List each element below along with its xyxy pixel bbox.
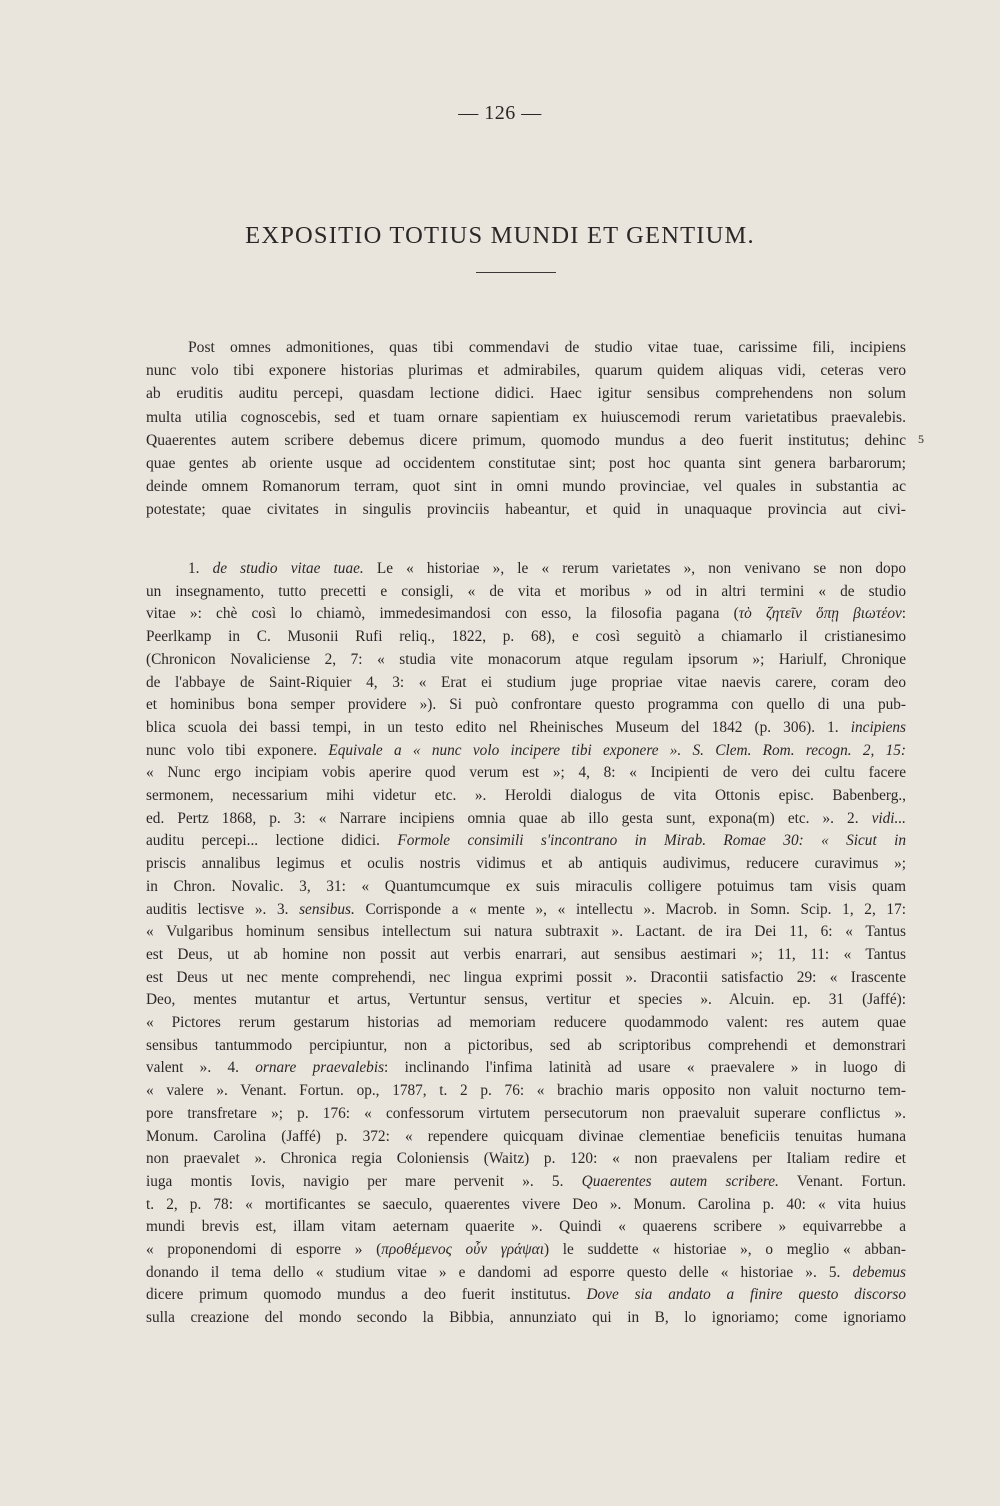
note-lemma: Dove sia andato a finire questo discorso bbox=[570, 1286, 906, 1303]
note-line bbox=[146, 969, 906, 993]
note-line bbox=[146, 719, 906, 743]
note-line bbox=[146, 583, 906, 607]
note-text: pore transfretare »; p. 176: « confessorum virtutem persecutorum non praevaluit superare conflictus ». bbox=[146, 1105, 906, 1122]
note-lemma: vidi... bbox=[871, 810, 906, 827]
note-line bbox=[146, 1286, 906, 1310]
note-line bbox=[146, 1059, 906, 1083]
note-line bbox=[188, 560, 906, 584]
note-text: Le « historiae », le « rerum varietates », non venivano se non dopo bbox=[363, 560, 907, 577]
note-line bbox=[146, 1150, 906, 1174]
note-text: auditis lectisve ». 3. bbox=[146, 901, 300, 918]
note-line bbox=[146, 991, 906, 1015]
note-line bbox=[146, 742, 906, 766]
note-lemma: sensibus. bbox=[299, 901, 355, 918]
note-text: « Pictores rerum gestarum historias ad memoriam reducere quodammodo valent: res autem quae bbox=[146, 1014, 906, 1031]
note-text: donando il tema dello « studium vitae » e dandomi ad esporre questo delle « historiae ». 5. bbox=[146, 1264, 853, 1281]
note-text: sulla creazione del mondo secondo la Bibbia, annunziato qui in B, lo ignoriamo; come ignoriamo bbox=[146, 1309, 906, 1326]
note-text: « Nunc ergo incipiam vobis aperire quod verum est »; 4, 8: « Incipienti de vero dei cultu facere bbox=[146, 764, 906, 781]
note-text: est Deus, ut ab homine non possit aut verbis enarrari, aut sensibus aestimari »; 11, 11: « Tantus bbox=[146, 946, 906, 963]
note-text: sensibus tantummodo percipiuntur, non a pictoribus, sed ab scriptoribus comprehendi et demonstrari bbox=[146, 1037, 906, 1054]
note-lemma: ornare praevalebis bbox=[255, 1059, 385, 1076]
note-text: iuga montis Iovis, navigio per mare pervenit ». 5. bbox=[146, 1173, 582, 1190]
main-text-line: multa utilia cognoscebis, sed et tuam ornare sapientiam ex huiuscemodi rerum varietatibus praevalebis. bbox=[146, 409, 906, 426]
note-line bbox=[146, 878, 906, 902]
note-line bbox=[146, 1037, 906, 1061]
note-line bbox=[146, 674, 906, 698]
note-text: ) le suddette « historiae », o meglio « abban- bbox=[543, 1241, 906, 1258]
title-divider bbox=[476, 272, 556, 273]
note-text: nunc volo tibi exponere. bbox=[146, 742, 318, 759]
page-title: EXPOSITIO TOTIUS MUNDI ET GENTIUM. bbox=[245, 222, 755, 249]
note-text: ed. Pertz 1868, p. 3: « Narrare incipiens omnia quae ab illo gesta sunt, expona(m) etc. ». 2. bbox=[146, 810, 872, 827]
note-text: : inclinando l'infima latinità ad usare « praevalere » in luogo di bbox=[384, 1059, 907, 1076]
main-text-line: Quaerentes autem scribere debemus dicere primum, quomodo mundus a deo fuerit institutus; dehinc bbox=[146, 432, 906, 449]
note-line bbox=[146, 787, 906, 811]
note-line bbox=[146, 628, 906, 652]
note-line bbox=[146, 1082, 906, 1106]
note-line bbox=[146, 923, 906, 947]
note-text: « Vulgaribus hominum sensibus intellectum sui natura subtraxit ». Lactant. de ira Dei 11, 6: « Tantus bbox=[146, 923, 906, 940]
note-text: 1. bbox=[188, 560, 213, 577]
note-text: Venant. Fortun. bbox=[778, 1173, 906, 1190]
main-text-line: quae gentes ab oriente usque ad occidentem constitutae sint; post hoc quanta sint genera barbarorum; bbox=[146, 455, 906, 472]
note-text: Peerlkamp in C. Musonii Rufi reliq., 1822, p. 68), e così seguitò a chiamarlo il cristianesimo bbox=[146, 628, 906, 645]
note-line bbox=[146, 605, 906, 629]
note-lemma: Formole consimili s'incontrano in Mirab. Romae 30: « Sicut in bbox=[379, 832, 907, 849]
note-text: auditu percepi... lectione didici. bbox=[146, 832, 380, 849]
note-lemma: Quaerentes autem scribere. bbox=[581, 1173, 779, 1190]
note-text: est Deus ut nec mente comprehendi, nec lingua exprimi possit ». Dracontii satisfactio 29: « Irascente bbox=[146, 969, 906, 986]
note-text: (Chronicon Novaliciense 2, 7: « studia vite monacorum atque regulam ipsorum »; Hariulf, Chronique bbox=[146, 651, 906, 668]
note-line bbox=[146, 1014, 906, 1038]
note-lemma: προθέμενος οὖν γράψαι bbox=[381, 1241, 544, 1258]
note-line bbox=[146, 651, 906, 675]
note-lemma: de studio vitae tuae. bbox=[212, 560, 364, 577]
note-text: de l'abbaye de Saint-Riquier 4, 3: « Erat ei studium juge propriae vitae naevis carere, coram deo bbox=[146, 674, 906, 691]
note-lemma: debemus bbox=[852, 1264, 906, 1281]
note-line bbox=[146, 832, 906, 856]
note-line bbox=[146, 1264, 906, 1288]
note-line bbox=[146, 1309, 906, 1333]
note-text: Deo, mentes mutantur et artus, Vertuntur sensus, vertitur et species ». Alcuin. ep. 31 (Jaffé): bbox=[146, 991, 906, 1008]
line-number-marker: 5 bbox=[918, 432, 924, 446]
note-line bbox=[146, 696, 906, 720]
main-text-line: nunc volo tibi exponere historias plurimas et admirabiles, quarum quidem aliquas vidi, ceteras vero bbox=[146, 362, 906, 379]
note-lemma: incipiens bbox=[850, 719, 906, 736]
note-line bbox=[146, 1105, 906, 1129]
page-number: — 126 — bbox=[458, 102, 542, 124]
main-text-line: deinde omnem Romanorum terram, quot sint in omni mundo provinciae, vel quales in substantia ac bbox=[146, 478, 906, 495]
note-line bbox=[146, 946, 906, 970]
note-text: « proponendomi di esporre » ( bbox=[146, 1241, 382, 1258]
note-text: un insegnamento, tutto precetti e consigli, « de vita et moribus » od in altri termini « de studio bbox=[146, 583, 906, 600]
note-text: « valere ». Venant. Fortun. op., 1787, t. 2 p. 76: « brachio maris opposito non valuit nocturno tem- bbox=[146, 1082, 906, 1099]
note-text: Corrisponde a « mente », « intellectu ». Macrob. in Somn. Scip. 1, 2, 17: bbox=[354, 901, 906, 918]
note-text: sermonem, necessarium mihi videtur etc. ». Heroldi dialogus de vita Ottonis episc. Babenberg., bbox=[146, 787, 906, 804]
note-text: priscis annalibus legimus et oculis nostris vidimus et ab antiquis audivimus, reducere curavimus »; bbox=[146, 855, 906, 872]
note-line bbox=[146, 1241, 906, 1265]
note-text: dicere primum quomodo mundus a deo fuerit institutus. bbox=[146, 1286, 571, 1303]
note-lemma: Equivale a « nunc volo incipere tibi exponere ». S. Clem. Rom. recogn. 2, 15: bbox=[317, 742, 906, 759]
note-line bbox=[146, 901, 906, 925]
note-line bbox=[146, 1196, 906, 1220]
note-text: valent ». 4. bbox=[146, 1059, 256, 1076]
note-text: : bbox=[901, 605, 907, 622]
note-line bbox=[146, 764, 906, 788]
main-text-line: Post omnes admonitiones, quas tibi commendavi de studio vitae tuae, carissime fili, incipiens bbox=[188, 339, 906, 356]
note-text: blica scuola dei bassi tempi, in un testo edito nel Rheinisches Museum del 1842 (p. 306). 1. bbox=[146, 719, 851, 736]
note-line bbox=[146, 855, 906, 879]
note-text: in Chron. Novalic. 3, 31: « Quantumcumque ex suis miraculis colligere potuimus tam visis quam bbox=[146, 878, 906, 895]
note-text: non praevalet ». Chronica regia Coloniensis (Waitz) p. 120: « non praevalens per Italiam redire et bbox=[146, 1150, 906, 1167]
note-text: mundi brevis est, illam vitam aeternam quaerite ». Quindi « quaerens scribere » equivarrebbe a bbox=[146, 1218, 906, 1235]
note-lemma: τὸ ζητεῖν ὅπῃ βιωτέον bbox=[738, 605, 902, 622]
main-text-line: potestate; quae civitates in singulis provinciis habeantur, et quid in unaquaque provincia aut civi- bbox=[146, 501, 906, 518]
note-text: et hominibus bona semper providere »). Si può confrontare questo programma con quello di una pub- bbox=[146, 696, 906, 713]
note-text: Monum. Carolina (Jaffé) p. 372: « rependere quicquam divinae clementiae beneficiis tenuitas humana bbox=[146, 1128, 906, 1145]
note-line bbox=[146, 810, 906, 834]
note-text: t. 2, p. 78: « mortificantes se saeculo, quaerentes vivere Deo ». Monum. Carolina p. 40: « vita huius bbox=[146, 1196, 906, 1213]
main-text-line: ab eruditis auditu percepi, quasdam lectione didici. Haec igitur sensibus comprehendens non solum bbox=[146, 385, 906, 402]
note-line bbox=[146, 1218, 906, 1242]
note-line bbox=[146, 1173, 906, 1197]
note-line bbox=[146, 1128, 906, 1152]
note-text: vitae »: chè così lo chiamò, immedesimandosi con esso, la filosofia pagana ( bbox=[146, 605, 739, 622]
